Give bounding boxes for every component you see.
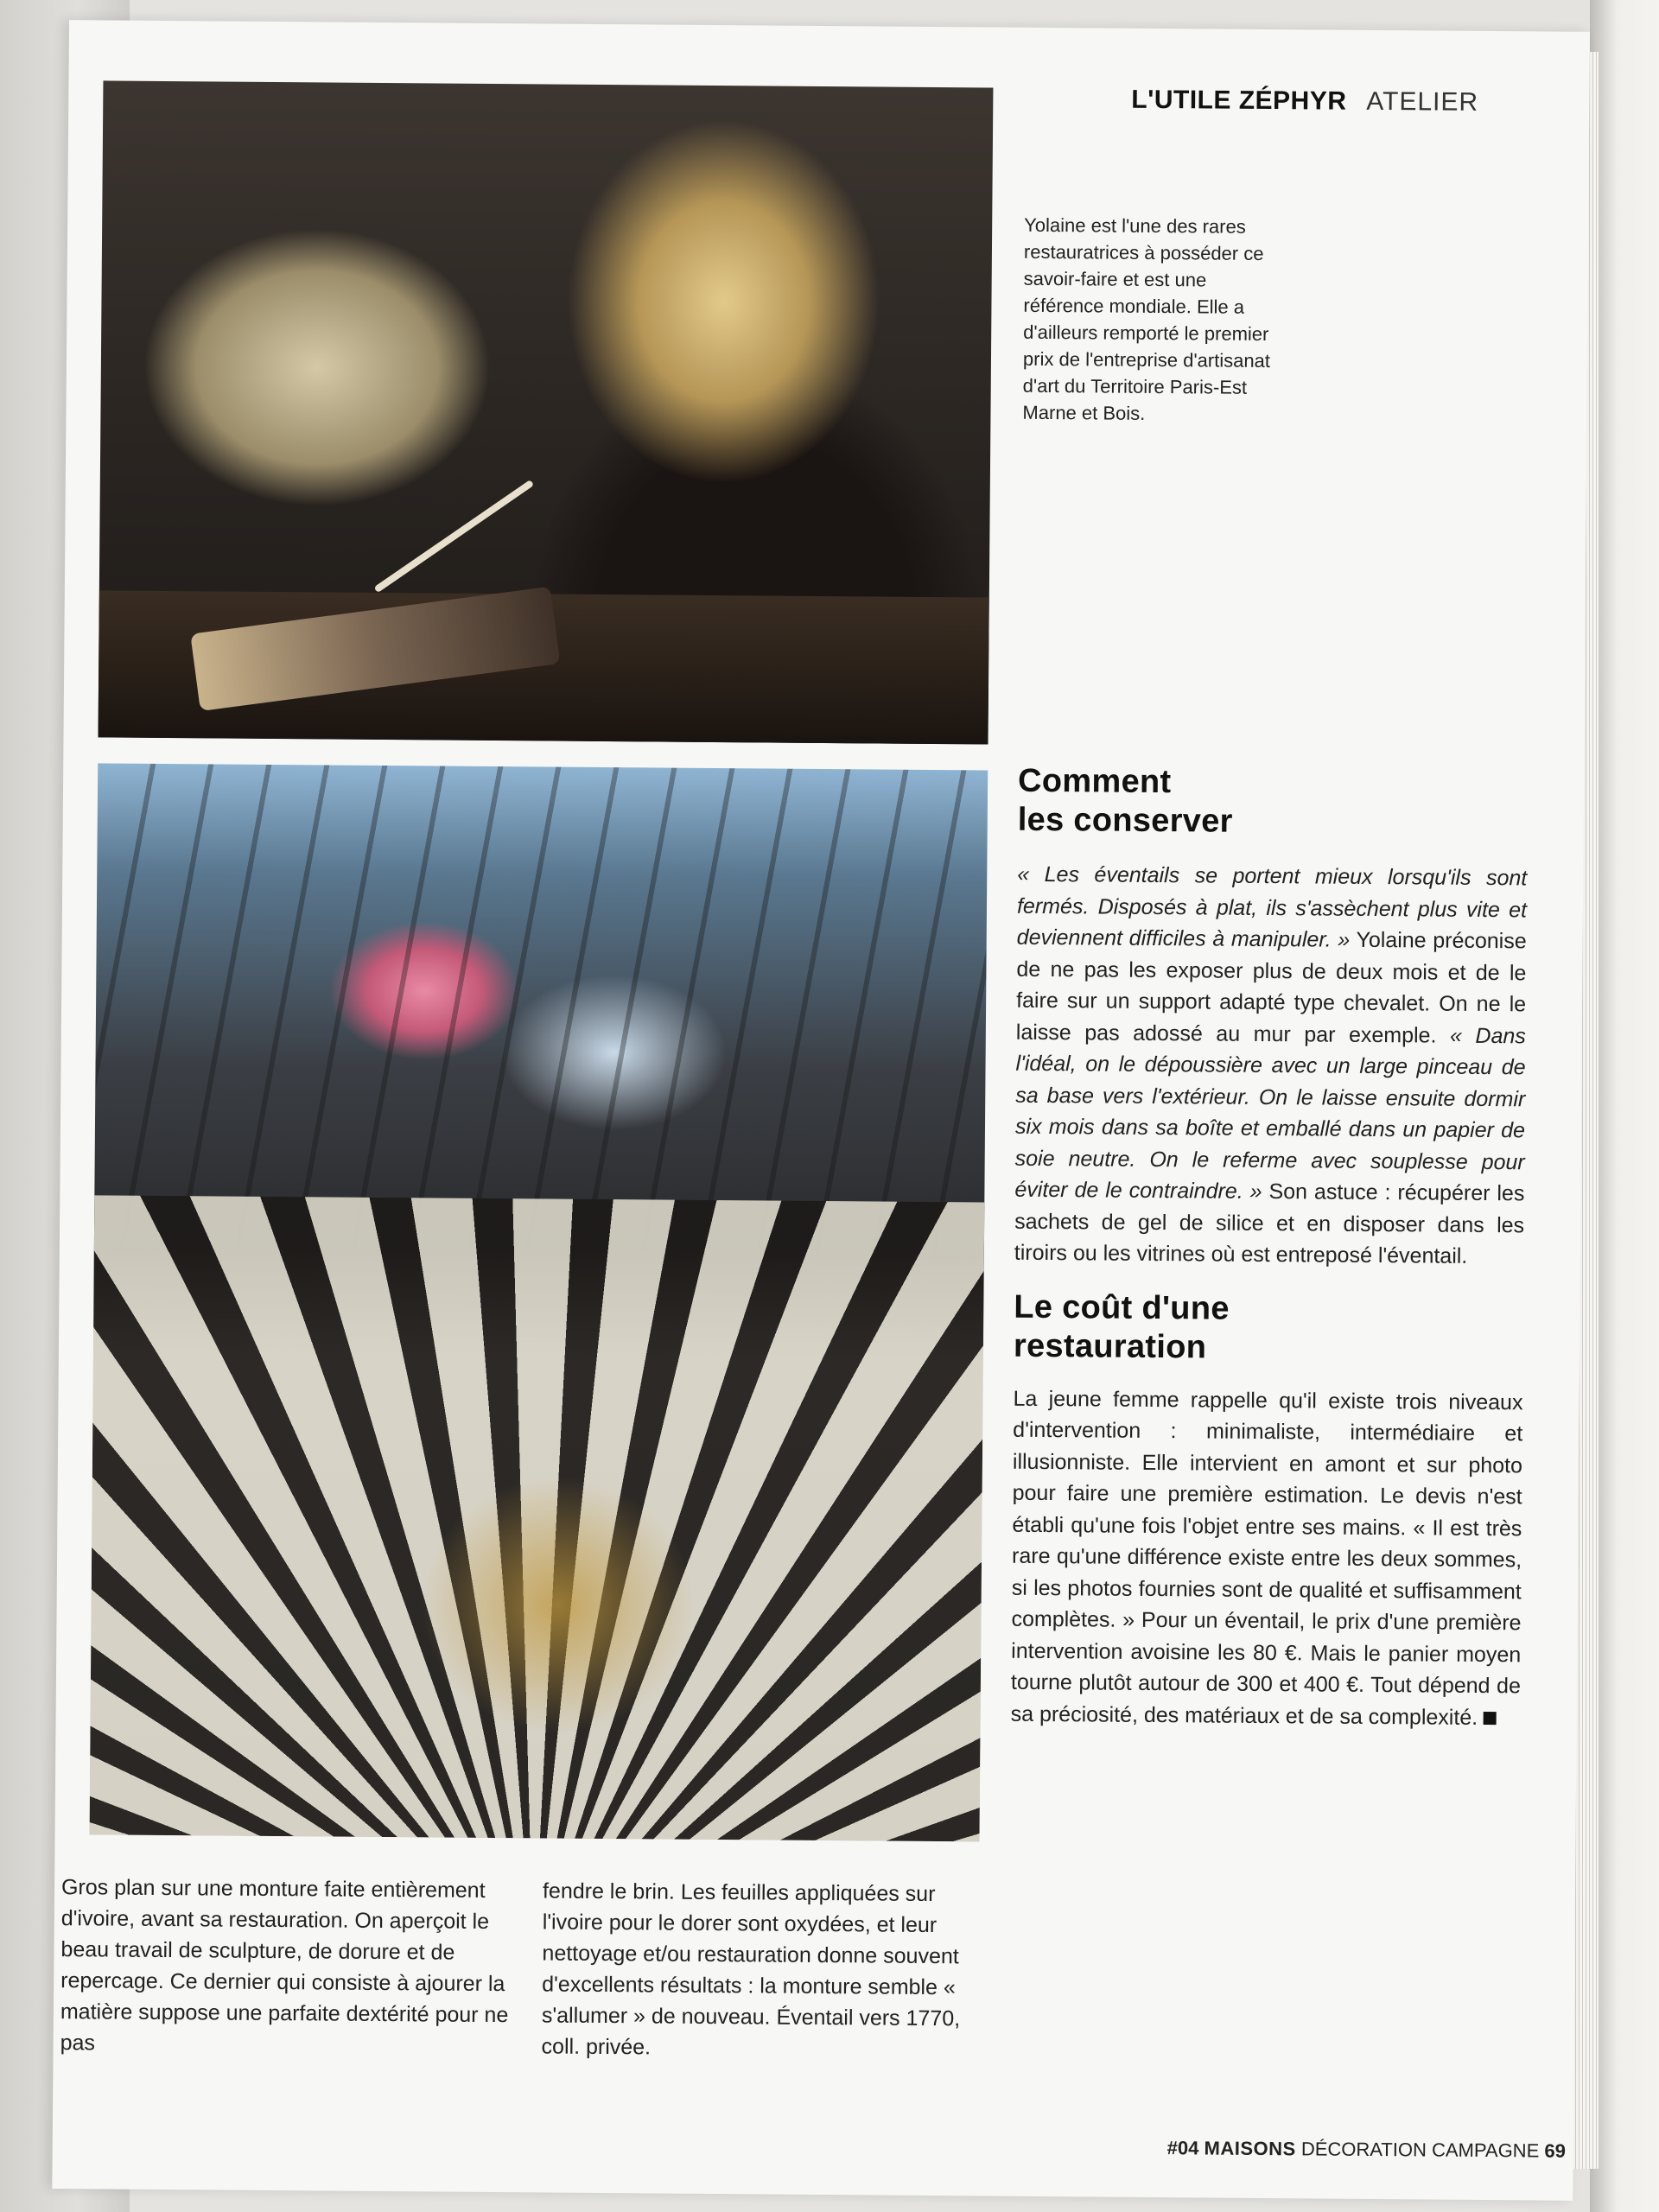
photo-fan-leaf: [94, 763, 988, 1254]
heading-conserver-line2: les conserver: [1017, 801, 1233, 840]
quote-conserver-2: « Dans l'idéal, on le dépoussière avec un large pinceau de sa base vers l'extérieur. On le laisse ensuite dormir six mois dans sa boîte et emballé dans un papier de soie neutre. On le referme avec souplesse pour éviter de le contraindre. »: [1014, 1023, 1526, 1204]
paragraph-cout: [1011, 1382, 1523, 1733]
photo-bottom-caption-part1: Gros plan sur une monture faite entièrement d'ivoire, avant sa restauration. On aperçoit le beau travail de sculpture, de dorure et de repercage. Ce dernier qui consiste à ajourer la matière suppose une parfaite dextérité pour ne pas: [60, 1875, 509, 2056]
page-header: [1131, 86, 1478, 118]
heading-conserver: [1018, 762, 1529, 844]
quote-conserver-1: « Les éventails se portent mieux lorsqu'ils sont fermés. Disposés à plat, ils s'assèchent plus vite et deviennent difficiles à manipuler. »: [1016, 861, 1528, 952]
text-conserver-1: Yolaine préconise de ne pas les exposer plus de deux mois et de le faire sur un support adapté type chevalet. On ne le laisse pas adossé au mur par exemple.: [1015, 927, 1527, 1048]
text-conserver-2: Son astuce : récupérer les sachets de gel de silice et en disposer dans les tiroirs ou les vitrines où est entreposé l'éventail.: [1014, 1179, 1525, 1268]
issue-number: #04: [1166, 2137, 1199, 2159]
photo-fan-closeup: [90, 763, 988, 1841]
table-background: [1590, 0, 1659, 2212]
rubric-title: ATELIER: [1366, 86, 1479, 117]
article-column: [1011, 762, 1529, 1734]
magazine-title: DÉCORATION CAMPAGNE: [1300, 2138, 1540, 2162]
heading-conserver-line1: Comment: [1017, 762, 1172, 801]
photo-bottom-caption-part2: fendre le brin. Les feuilles appliquées sur l'ivoire pour le dorer sont oxydées, et leur nettoyage et/ou restauration donne souvent d'excellents résultats : la monture semble « s'allumer » de nouveau. Éventail vers 1770, coll. privée.: [541, 1878, 961, 2060]
page-footer: [1167, 2137, 1566, 2163]
heading-cout: [1014, 1287, 1524, 1370]
photo-top-caption: Yolaine est l'une des rares restauratrices à posséder ce savoir-faire et est une référence mondiale. Elle a d'ailleurs remporté le premier prix de l'entreprise d'artisanat d'art du Territoire Paris-Est Marne et Bois.: [1022, 213, 1271, 424]
section-title: L'UTILE ZÉPHYR: [1131, 85, 1347, 116]
paragraph-conserver: [1014, 859, 1528, 1273]
magazine-brand: MAISONS: [1204, 2137, 1296, 2160]
end-square-icon: [1483, 1711, 1496, 1724]
photo-brush: [373, 480, 534, 593]
page-number: 69: [1544, 2139, 1567, 2162]
photo-fan-gilding: [418, 1474, 696, 1736]
text-cout: La jeune femme rappelle qu'il existe trois niveaux d'intervention : minimaliste, intermédiaire et illusionniste. Elle intervient en amont et sur photo pour faire une première estimation. Le devis n'est établi qu'une fois l'objet entre ses mains. « Il est très rare qu'une différence existe entre les deux sommes, si les photos fournies sont de qualité et suffisamment complètes. » Pour un éventail, le prix d'une première intervention avoisine les 80 €. Mais le panier moyen tourne plutôt autour de 300 et 400 €. Tout dépend de sa préciosité, des matériaux et de sa complexité.: [1010, 1386, 1523, 1730]
magazine-page: [52, 20, 1590, 2201]
photo-restorer-at-work: [99, 80, 994, 744]
heading-cout-line2: restauration: [1013, 1327, 1207, 1365]
heading-cout-line1: Le coût d'une: [1014, 1288, 1230, 1327]
